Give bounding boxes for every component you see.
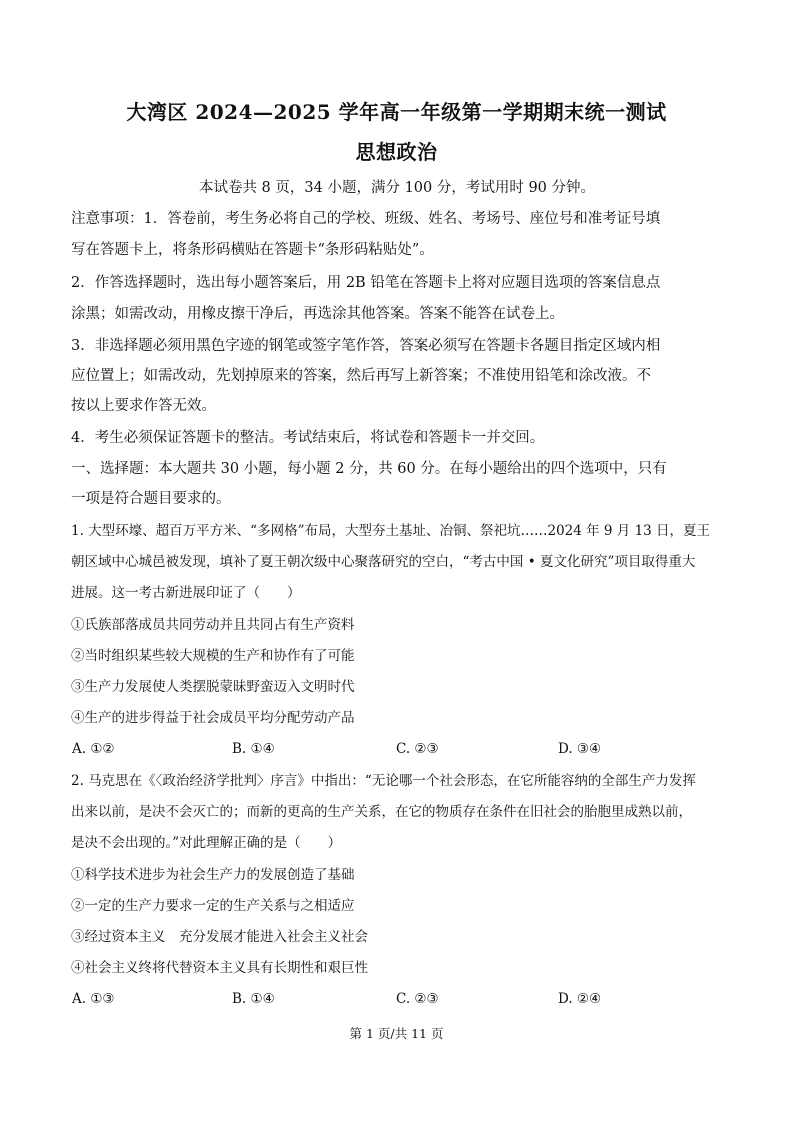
section-heading-line-2: 一项是符合题目要求的。 (71, 491, 231, 507)
notes-line-4: 涂黑；如需改动，用橡皮擦干净后，再选涂其他答案。答案不能答在试卷上。 (71, 306, 564, 322)
q2-stem-line-2: 出来以前，是决不会灭亡的；而新的更高的生产关系，在它的物质存在条件在旧社会的胎胞里成熟以前， (71, 804, 692, 820)
q1-statement-3: ③生产力发展使人类摆脱蒙昧野蛮迈入文明时代 (71, 679, 355, 695)
q1-option-c: C. ②③ (396, 741, 439, 757)
q2-statement-1: ①科学技术进步为社会生产力的发展创造了基础 (71, 867, 355, 883)
q2-option-c: C. ②③ (396, 991, 439, 1007)
q1-statement-2: ②当时组织某些较大规模的生产和协作有了可能 (71, 648, 355, 664)
notes-line-6: 应位置上；如需改动，先划掉原来的答案，然后再写上新答案；不准使用铅笔和涂改液。不 (71, 368, 651, 384)
q1-option-d: D. ③④ (558, 741, 602, 757)
notes-line-1: 注意事项：1．答卷前，考生务必将自己的学校、班级、姓名、考场号、座位号和准考证号填 (71, 211, 661, 227)
q2-option-b: B. ①④ (232, 991, 275, 1007)
q1-stem-line-2: 朝区域中心城邑被发现，填补了夏王朝次级中心聚落研究的空白，“考古中国 • 夏文化研究”项目取得重大 (71, 554, 696, 570)
q2-statement-3: ③经过资本主义 充分发展才能进入社会主义社会 (71, 929, 368, 945)
page-number: 第 1 页/共 11 页 (349, 1026, 444, 1041)
notes-line-5: 3．非选择题必须用黑色字迹的钢笔或签字笔作答，答案必须写在答题卡各题目指定区域内相 (71, 338, 661, 354)
q1-option-b: B. ①④ (232, 741, 275, 757)
notes-line-7: 按以上要求作答无效。 (71, 398, 216, 414)
q2-option-d: D. ②④ (558, 991, 602, 1007)
q1-stem-line-1: 1. 大型环壕、超百万平方米、“多网格”布局，大型夯土基址、冶铜、祭祀坑……2024 年 9 月 13 日，夏王 (71, 523, 711, 539)
q2-option-a: A. ①③ (72, 991, 115, 1007)
q1-option-a: A. ①② (72, 741, 115, 757)
q2-statement-2: ②一定的生产力要求一定的生产关系与之相适应 (71, 898, 355, 914)
notes-line-3: 2．作答选择题时，选出每小题答案后，用 2B 铅笔在答题卡上将对应题目选项的答案信息点 (71, 275, 661, 291)
q2-stem-line-1: 2. 马克思在《〈政治经济学批判〉序言》中指出：“无论哪一个社会形态，在它所能容纳的全部生产力发挥 (71, 773, 696, 789)
q2-stem-line-3: 是决不会出现的。”对此理解正确的是（ ） (71, 835, 342, 851)
exam-intro: 本试卷共 8 页，34 小题，满分 100 分，考试用时 90 分钟。 (198, 180, 596, 196)
q1-statement-1: ①氏族部落成员共同劳动并且共同占有生产资料 (71, 617, 355, 633)
section-heading-line-1: 一、选择题：本大题共 30 小题，每小题 2 分，共 60 分。在每小题给出的四个选项中，只有 (71, 461, 667, 477)
subject-title: 思想政治 (355, 140, 438, 164)
notes-line-2: 写在答题卡上，将条形码横贴在答题卡“条形码粘贴处”。 (71, 242, 434, 258)
q1-statement-4: ④生产的进步得益于社会成员平均分配劳动产品 (71, 710, 355, 726)
q1-stem-line-3: 进展。这一考古新进展印证了（ ） (71, 585, 301, 601)
notes-line-8: 4．考生必须保证答题卡的整洁。考试结束后，将试卷和答题卡一并交回。 (71, 430, 545, 446)
q2-statement-4: ④社会主义终将代替资本主义具有长期性和艰巨性 (71, 960, 368, 976)
exam-title: 大湾区 2024—2025 学年高一年级第一学期期末统一测试 (126, 100, 667, 124)
